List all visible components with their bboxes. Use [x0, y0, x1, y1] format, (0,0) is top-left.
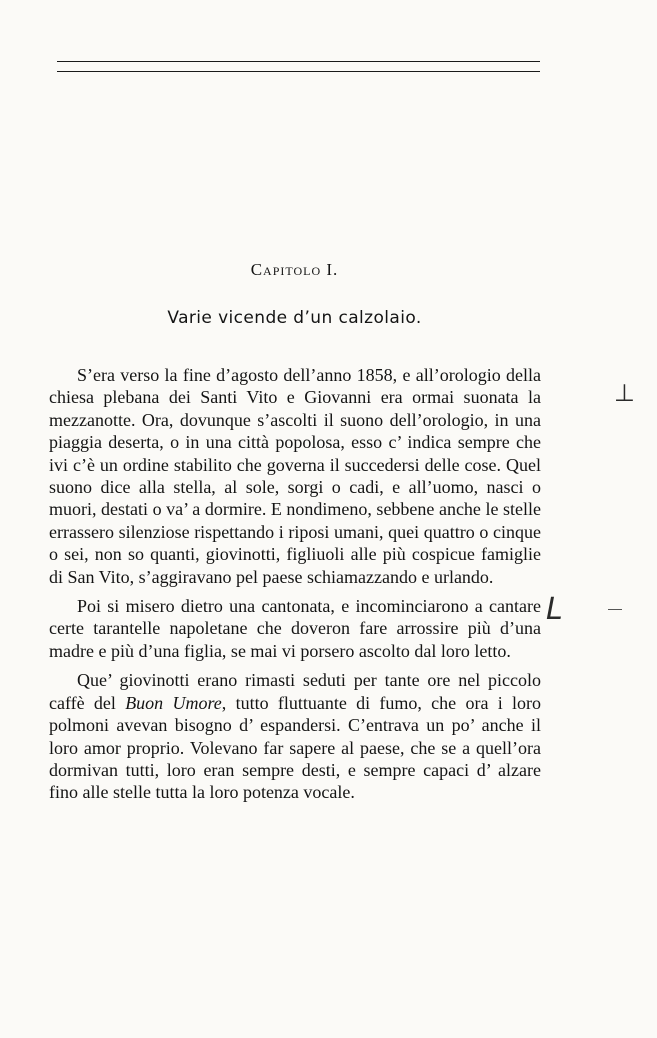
margin-mark-1: ⊥: [614, 379, 635, 407]
paragraph-1: [49, 364, 541, 588]
paragraph-3-text-before: Que’ giovinotti erano rimasti seduti per tante ore nel piccolo caffè del: [49, 670, 541, 713]
cafe-name: Buon Umore: [125, 692, 222, 713]
paragraph-1-text: S’era verso la fine d’agosto dell’anno 1858, e all’orologio della chiesa plebana dei Santi Vito e Giovanni era ormai suonata la mezzanotte. Ora, dovunque s’ascolti il suono dell’orologio, in una piaggia deserta, o in una città popolosa, esso c’ indica sempre che ivi c’è un ordine stabilito che governa il succedersi delle cose. Quel suono dice alla stella, al sole, sorgi o cadi, e all’uomo, nasci o muori, destati o va’ a dormire. E nondimeno, sebbene anche le stelle errassero silenziose rispettando i riposi umani, quei quattro o cinque o sei, non so quanti, giovinotti, figliuoli alle più cospicue famiglie di San Vito, s’aggiravano pel paese schiamazzando e urlando.: [49, 365, 541, 587]
paragraph-3: [49, 669, 541, 803]
paragraph-2: [49, 595, 541, 662]
margin-dash: [608, 609, 622, 610]
paragraph-2-text: Poi si misero dietro una cantonata, e incominciarono a cantare certe tarantelle napoletane che doveron fare arrossire più d’una madre e più d’una figlia, se mai vi porsero ascolto dal loro letto.: [49, 596, 541, 661]
chapter-title: Varie vicende d’un calzolaio.: [167, 308, 422, 328]
paragraph-3-text-after: , tutto fluttuante di fumo, che ora i loro polmoni avevan bisogno d’ espandersi. C’entrava un po’ anche il loro amor proprio. Volevano far sapere al paese, che se a quell’ora dormivan tutti, loro eran sempre desti, e sempre capaci d’ alzare fino alle stelle tutta la loro potenza vocale.: [49, 692, 541, 803]
top-rule-lower: [57, 71, 540, 72]
top-rule-upper: [57, 61, 540, 62]
chapter-label: Capitolo I.: [250, 260, 339, 279]
body-text: [49, 364, 541, 811]
margin-mark-2: L: [546, 592, 563, 627]
